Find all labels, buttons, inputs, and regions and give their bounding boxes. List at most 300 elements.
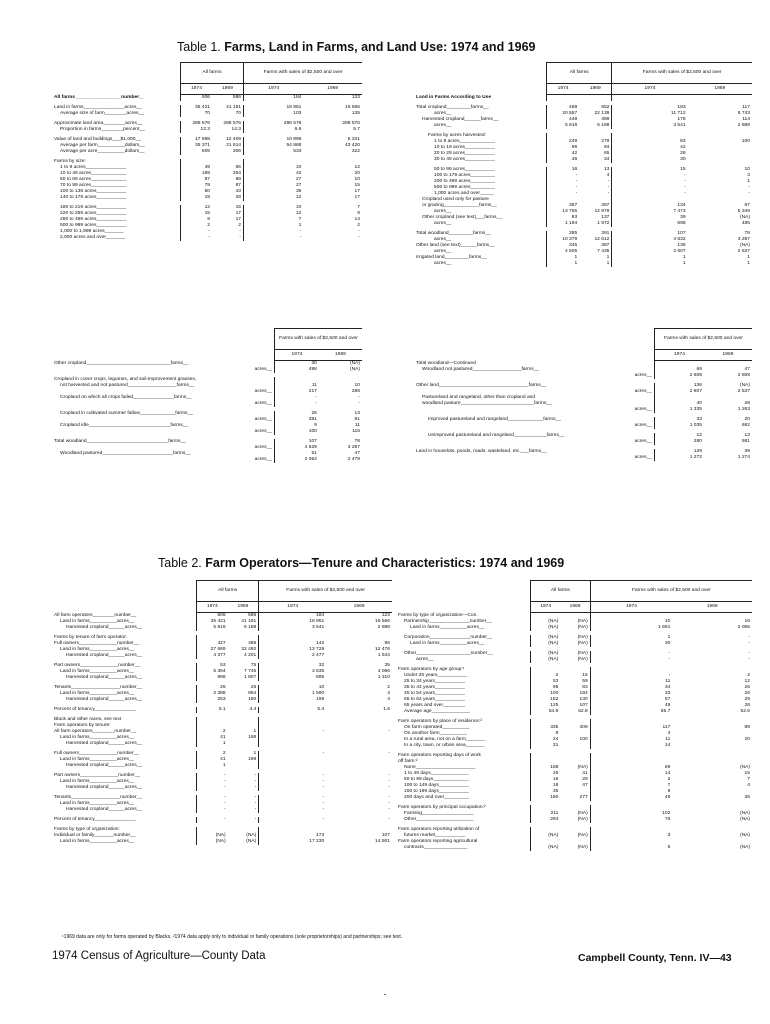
cell-value: 2 bbox=[197, 729, 228, 735]
row-label: Total woodland—Continued bbox=[416, 360, 476, 366]
row-label: acres__ bbox=[254, 457, 272, 462]
cell-value: 253 bbox=[197, 697, 228, 703]
cell-value: 14 bbox=[590, 771, 672, 777]
row-label: 1 to 49 days______________ bbox=[404, 770, 469, 776]
row-label: 140 to 179 acres___________ bbox=[60, 195, 127, 200]
cell-value: 391 bbox=[601, 230, 610, 236]
cell-value: - bbox=[259, 751, 326, 757]
row-label: Farm operators by age group:¹ bbox=[398, 666, 465, 672]
row-label: or grazing_____________farms__ bbox=[422, 202, 497, 208]
cell-value: 698 bbox=[612, 221, 688, 227]
cell-value: 28 bbox=[744, 702, 750, 708]
row-label: Land in Farms According to Use bbox=[416, 94, 492, 100]
row-label: 500 to 999 acres___________ bbox=[60, 223, 127, 228]
cell-value: 2 054 bbox=[275, 457, 319, 463]
cell-value: - bbox=[259, 773, 326, 779]
row-label: All farm operators________number__ bbox=[54, 729, 137, 734]
cell-value: - bbox=[612, 185, 688, 191]
cell-value: 468 bbox=[547, 105, 580, 111]
cell-value: 41 191 bbox=[226, 105, 242, 110]
cell-value: 2 537 bbox=[737, 388, 750, 394]
cell-value: 2 888 bbox=[377, 625, 390, 630]
cell-value: 123 bbox=[351, 95, 360, 100]
cell-value: 169 bbox=[259, 697, 326, 703]
cell-value: - bbox=[748, 184, 750, 190]
row-label: acres__ bbox=[254, 401, 272, 406]
cell-value: 87 bbox=[181, 177, 213, 183]
row-label: 1,000 to 1,999 acres_______ bbox=[60, 229, 124, 234]
cell-value: 30 bbox=[612, 157, 688, 163]
cell-value: 1 035 bbox=[655, 423, 704, 429]
cell-value: (NA) bbox=[739, 844, 750, 850]
cell-value: 15 bbox=[612, 167, 688, 173]
row-label: Improved pastureland and rangeland_____________farms__ bbox=[428, 416, 561, 422]
cell-value: 506 bbox=[181, 95, 213, 102]
cell-value: 173 bbox=[259, 833, 326, 839]
cell-value: 9 bbox=[275, 423, 319, 429]
cell-value: - bbox=[197, 773, 228, 779]
row-label: Percent of tenancy_______________ bbox=[54, 707, 136, 712]
cell-value: 7 bbox=[244, 217, 304, 223]
cell-value: 11 bbox=[590, 737, 672, 743]
cell-value: 117 bbox=[590, 725, 672, 731]
year-1969: 1969 bbox=[319, 350, 362, 361]
row-label: acres__ bbox=[434, 248, 452, 254]
row-label: All farm operators________number__ bbox=[54, 612, 137, 618]
table-row bbox=[396, 845, 752, 851]
row-label: Proportion in farms________percent__ bbox=[60, 127, 145, 132]
cell-value: - bbox=[244, 235, 304, 241]
cell-value: 6 188 bbox=[244, 625, 257, 630]
cell-value: (NA) bbox=[739, 816, 750, 822]
table1-title-main: Farms, Land in Farms, and Land Use: 1974 and 1969 bbox=[224, 40, 536, 54]
row-label: 70 to 99 acres_____________ bbox=[60, 183, 127, 188]
row-label: contracts________________ bbox=[404, 844, 468, 850]
cell-value: 69 bbox=[655, 367, 704, 373]
cell-value: 10 bbox=[590, 619, 672, 625]
hdr-farms-sales: Farms with sales of $2,500 and over bbox=[590, 581, 752, 602]
cell-value: - bbox=[748, 656, 750, 662]
row-label: Farming___________________ bbox=[404, 810, 474, 816]
cell-value: 107 bbox=[381, 833, 390, 838]
cell-value: - bbox=[239, 229, 242, 234]
cell-value: 14.3 bbox=[231, 127, 242, 132]
cell-value: (NA) bbox=[577, 810, 588, 816]
cell-value: 27 bbox=[244, 183, 304, 189]
cell-value: 408 bbox=[579, 724, 588, 730]
cell-value: 586 bbox=[232, 95, 242, 100]
table1-title-prefix: Table 1. bbox=[177, 40, 221, 54]
row-label: Harvested cropland______acres__ bbox=[66, 697, 143, 702]
cell-value: 12 bbox=[244, 211, 304, 217]
cell-value: - bbox=[547, 179, 580, 185]
cell-value: 16 bbox=[531, 777, 561, 783]
cell-value: 135 bbox=[351, 111, 360, 116]
cell-value: 41 191 bbox=[241, 619, 257, 624]
row-label: None______________________ bbox=[404, 764, 476, 770]
cell-value: 11 bbox=[354, 423, 360, 428]
cell-value: (NA) bbox=[577, 624, 588, 630]
cell-value: 280 bbox=[655, 439, 704, 445]
cell-value: 1 bbox=[197, 741, 228, 747]
cell-value: - bbox=[547, 173, 580, 179]
cell-value: 1 972 bbox=[597, 220, 610, 226]
row-label: acres__ bbox=[254, 445, 272, 450]
row-label: Tenants__________________number__ bbox=[54, 685, 143, 690]
row-label: Land in farms__________acres__ bbox=[60, 669, 135, 674]
cell-value: 28 bbox=[235, 195, 242, 200]
cell-value: 59 bbox=[582, 678, 588, 684]
cell-value: 10 bbox=[244, 205, 304, 211]
cell-value: 130 bbox=[579, 696, 588, 702]
cell-value: 17 bbox=[235, 217, 242, 222]
cell-value: 12 bbox=[354, 165, 360, 170]
row-label: Value of land and buildings___$1,000__ bbox=[54, 137, 141, 142]
cell-value: 17 bbox=[235, 211, 242, 216]
cell-value: 2 bbox=[197, 751, 228, 757]
cell-value: 4 066 bbox=[377, 669, 390, 674]
cell-value: 43 420 bbox=[345, 143, 360, 148]
cell-value: 20 bbox=[744, 416, 750, 422]
cell-value: 498 bbox=[275, 367, 319, 373]
cell-value: 18 951 bbox=[259, 619, 326, 625]
cell-value: 345 bbox=[547, 243, 580, 249]
cell-value: (NA) bbox=[739, 832, 750, 838]
year-1969: 1969 bbox=[326, 602, 392, 613]
cell-value: 2 065 bbox=[737, 624, 750, 630]
row-label: 65 years and over________ bbox=[404, 702, 465, 708]
cell-value: 1 bbox=[547, 261, 580, 267]
row-label: Harvested cropland______acres__ bbox=[66, 807, 143, 812]
row-label: Farm operators by principal occupation:² bbox=[398, 804, 486, 810]
table1-right bbox=[414, 62, 752, 267]
year-1969: 1969 bbox=[228, 602, 259, 613]
cell-value: 33 bbox=[655, 417, 704, 423]
row-label: not harvested and not pastured__________________farms__ bbox=[60, 383, 195, 388]
row-label: Land in farms__________acres__ bbox=[60, 647, 135, 652]
cell-value: 100 bbox=[531, 691, 561, 697]
cell-value: 14 bbox=[590, 743, 672, 749]
cell-value: 387 bbox=[601, 242, 610, 248]
cell-value: 103 bbox=[244, 111, 304, 117]
cell-value: (NA) bbox=[531, 625, 561, 631]
cell-value: - bbox=[197, 801, 228, 807]
cell-value: 2 bbox=[531, 673, 561, 679]
cell-value: 2 bbox=[238, 223, 242, 228]
table1-right-lower bbox=[414, 328, 752, 461]
cell-value: 15 bbox=[744, 770, 750, 776]
cell-value: 18 951 bbox=[244, 105, 304, 111]
cell-value: 7 bbox=[747, 776, 750, 782]
cell-value: (NA) bbox=[577, 618, 588, 624]
cell-value: 2 607 bbox=[655, 389, 704, 395]
cell-value: 83 bbox=[547, 215, 580, 221]
cell-value: - bbox=[748, 650, 750, 656]
cell-value: 32 492 bbox=[241, 647, 257, 652]
cell-value: 1 bbox=[197, 763, 228, 769]
cell-value: 4 bbox=[747, 782, 750, 788]
cell-value: 485 bbox=[741, 220, 750, 226]
cell-value: 11 bbox=[275, 383, 319, 389]
cell-value: 1 807 bbox=[244, 675, 257, 680]
cell-value: 2 607 bbox=[612, 249, 688, 255]
cell-value: 288 576 bbox=[244, 121, 304, 127]
cell-value: 65 bbox=[603, 150, 610, 156]
cell-value: 5 bbox=[590, 845, 672, 851]
row-label: Farm operators reporting days of work bbox=[398, 752, 481, 758]
cell-value: - bbox=[275, 395, 319, 401]
cell-value: 552 bbox=[601, 104, 610, 110]
cell-value: 5 341 bbox=[347, 137, 360, 142]
cell-value: - bbox=[197, 817, 228, 823]
cell-value: - bbox=[388, 785, 390, 790]
cell-value: 117 bbox=[742, 104, 750, 110]
scan-mark bbox=[384, 994, 386, 995]
cell-value: 47 bbox=[744, 366, 750, 372]
row-label: acres__ bbox=[634, 388, 652, 394]
cell-value: 49 bbox=[590, 703, 672, 709]
year-1974: 1974 bbox=[259, 602, 326, 613]
cell-value: 35 bbox=[744, 794, 750, 800]
row-label: 1,000 acres and over_____ bbox=[434, 190, 494, 196]
cell-value: 1 bbox=[244, 223, 304, 229]
cell-value: 2 bbox=[590, 777, 672, 783]
cell-value: 1 272 bbox=[655, 455, 704, 461]
cell-value: 7 435 bbox=[597, 248, 610, 254]
row-label: 45 to 54 years___________ bbox=[404, 690, 465, 696]
cell-value: - bbox=[275, 401, 319, 407]
cell-value: - bbox=[748, 640, 750, 646]
row-label: Land in farms__________acres__ bbox=[410, 624, 485, 630]
row-label: Other cropland (see text)___farms__ bbox=[422, 214, 502, 220]
row-label: acres__ bbox=[254, 417, 272, 422]
row-label: futures market___________ bbox=[404, 832, 466, 838]
row-label: Farm operators reporting agricultural bbox=[398, 838, 478, 844]
cell-value: - bbox=[547, 191, 580, 197]
cell-value: 178 bbox=[612, 117, 688, 123]
cell-value: 53 bbox=[531, 679, 561, 685]
row-label: Farm operators by tenure: bbox=[54, 723, 111, 728]
cell-value: 42 bbox=[547, 151, 580, 157]
row-label: acres__ bbox=[254, 367, 272, 372]
cell-value: (NA) bbox=[246, 833, 257, 838]
cell-value: 1 544 bbox=[377, 653, 390, 658]
cell-value: 142 bbox=[259, 641, 326, 647]
cell-value: 2 388 bbox=[197, 691, 228, 697]
row-label: acres__ bbox=[634, 422, 652, 428]
year-1969: 1969 bbox=[579, 84, 612, 95]
cell-value: 322 bbox=[351, 149, 360, 154]
cell-value: 7 bbox=[590, 783, 672, 789]
cell-value: 1 bbox=[547, 255, 580, 261]
table-row bbox=[52, 235, 362, 241]
row-label: Full owners______________number__ bbox=[54, 641, 140, 646]
row-label: Harvested cropland______acres__ bbox=[66, 741, 143, 746]
cell-value: 35 bbox=[384, 663, 390, 668]
cell-value: 16 bbox=[744, 618, 750, 624]
cell-value: 1 274 bbox=[737, 454, 750, 460]
cell-value: - bbox=[358, 235, 360, 240]
row-label: Irrigated land_________farms__ bbox=[416, 254, 487, 260]
cell-value: 14 501 bbox=[375, 839, 390, 844]
cell-value: 5.7 bbox=[353, 127, 360, 132]
row-label: Land in houselots, ponds, roads, wasteland, etc.___farms__ bbox=[416, 448, 547, 454]
row-label: 1 to 9 acres_______________ bbox=[60, 165, 127, 170]
cell-value: 2 bbox=[747, 672, 750, 678]
table-row bbox=[52, 457, 362, 463]
row-label: Cropland used only for pasture bbox=[422, 196, 489, 202]
row-label: Other land_________________________________farms__ bbox=[416, 382, 547, 388]
cell-value: 15 bbox=[235, 205, 242, 210]
cell-value: 2 bbox=[357, 223, 360, 228]
cell-value: 2 477 bbox=[259, 653, 326, 659]
cell-value: 78 bbox=[744, 230, 750, 236]
year-1969: 1969 bbox=[560, 602, 590, 613]
row-label: acres__ bbox=[634, 438, 652, 444]
row-label: 100 to 139 acres___________ bbox=[60, 189, 127, 194]
cell-value: 7 745 bbox=[244, 669, 257, 674]
cell-value: 96 bbox=[547, 145, 580, 151]
row-label: 50 to 69 acres_____________ bbox=[60, 177, 127, 182]
cell-value: 1 bbox=[747, 254, 750, 260]
year-1969: 1969 bbox=[672, 602, 752, 613]
cell-value: 695 bbox=[259, 675, 326, 681]
row-label: Woodland pastured__________________________farms__ bbox=[60, 451, 191, 456]
year-1974: 1974 bbox=[655, 350, 704, 361]
cell-value: 249 bbox=[547, 139, 580, 145]
cell-value: - bbox=[590, 657, 672, 663]
row-label: Black and other races, see text bbox=[54, 717, 122, 722]
cell-value: 10 bbox=[259, 685, 326, 691]
row-label: 200 to 499 acres_________ bbox=[434, 178, 495, 184]
row-label: Other land (see text)______farms__ bbox=[416, 242, 495, 248]
cell-value: - bbox=[590, 673, 672, 679]
row-label: acres__ bbox=[434, 110, 452, 116]
footer-right: Campbell County, Tenn. IV—43 bbox=[578, 952, 732, 964]
row-label: Land in farms__________acres__ bbox=[60, 839, 135, 844]
row-label: Part owners______________number__ bbox=[54, 663, 141, 668]
cell-value: 100 bbox=[275, 429, 319, 435]
cell-value: 107 bbox=[612, 231, 688, 237]
row-label: acres__ bbox=[434, 220, 452, 226]
cell-value: - bbox=[388, 773, 390, 778]
cell-value: 12 612 bbox=[594, 236, 610, 242]
cell-value: 211 bbox=[531, 811, 561, 817]
cell-value: 4 632 bbox=[612, 237, 688, 243]
cell-value: 7 473 bbox=[612, 209, 688, 215]
cell-value: 10 896 bbox=[244, 137, 304, 143]
cell-value: 5 349 bbox=[737, 208, 750, 214]
cell-value: 134 bbox=[612, 203, 688, 209]
row-label: acres__ bbox=[634, 406, 652, 412]
cell-value: 13 755 bbox=[547, 209, 580, 215]
table2-title-main: Farm Operators—Tenure and Characteristics: 1974 and 1969 bbox=[205, 556, 565, 570]
cell-value: 28 bbox=[744, 400, 750, 406]
cell-value: 381 bbox=[275, 417, 319, 423]
row-label: Land in farms__________acres__ bbox=[60, 735, 135, 740]
cell-value: 17 898 bbox=[181, 137, 213, 143]
cell-value: - bbox=[259, 729, 326, 735]
cell-value: 954 bbox=[248, 691, 257, 696]
footer-left: 1974 Census of Agriculture—County Data bbox=[52, 950, 266, 962]
cell-value: 52.6 bbox=[740, 708, 750, 714]
cell-value: 47 bbox=[582, 782, 588, 788]
row-label: Average size of farm________acres__ bbox=[60, 111, 144, 116]
cell-value: 26 bbox=[197, 685, 228, 691]
cell-value: (NA) bbox=[577, 844, 588, 850]
row-label: Average per farm__________dollars__ bbox=[60, 143, 145, 148]
cell-value: (NA) bbox=[577, 650, 588, 656]
row-label: Other cropland_______________________________farms__ bbox=[54, 360, 189, 366]
cell-value: - bbox=[612, 179, 688, 185]
cell-value: 76 bbox=[590, 817, 672, 823]
cell-value: 4 201 bbox=[244, 653, 257, 658]
cell-value: 3 541 bbox=[612, 123, 688, 129]
row-label: Farms by type of organization—Con. bbox=[398, 612, 478, 618]
cell-value: 3 bbox=[747, 172, 750, 178]
cell-value: 1 bbox=[747, 178, 750, 184]
cell-value: 51 bbox=[275, 451, 319, 457]
cell-value: 27 669 bbox=[197, 647, 228, 653]
cell-value: 1 bbox=[253, 729, 257, 734]
cell-value: 5.1 bbox=[197, 707, 228, 713]
cell-value: 16 bbox=[547, 167, 580, 173]
cell-value: 10 bbox=[744, 166, 750, 172]
cell-value: 35 421 bbox=[181, 105, 213, 111]
row-label: 2,000 acres and over_______ bbox=[60, 235, 125, 240]
cell-value: 13 728 bbox=[259, 647, 326, 653]
cell-value: 16 566 bbox=[375, 619, 390, 624]
cell-value: (NA) bbox=[531, 657, 561, 663]
row-label: acres__ bbox=[434, 236, 452, 242]
table2-title bbox=[158, 556, 564, 570]
cell-value: 33 bbox=[590, 691, 672, 697]
table-row bbox=[52, 839, 392, 845]
cell-value: 20 557 bbox=[547, 111, 580, 117]
cell-value: 5.4 bbox=[259, 707, 326, 713]
cell-value: 46 bbox=[547, 157, 580, 163]
cell-value: 5 618 bbox=[547, 123, 580, 129]
cell-value: 3 287 bbox=[737, 236, 750, 242]
cell-value: 288 576 bbox=[223, 121, 242, 126]
cell-value: - bbox=[254, 785, 257, 790]
cell-value: 26 bbox=[250, 685, 257, 690]
cell-value: (NA) bbox=[349, 367, 360, 372]
cell-value: (NA) bbox=[577, 764, 588, 770]
row-label: Total woodland_________farms__ bbox=[416, 230, 491, 236]
cell-value: - bbox=[254, 779, 257, 784]
hdr-farms-sales: Farms with sales of $2,500 and over bbox=[612, 63, 752, 84]
cell-value: 137 bbox=[601, 214, 610, 220]
row-label: acres__ bbox=[634, 372, 652, 378]
row-label: 500 to 999 acres_________ bbox=[434, 184, 495, 190]
cell-value: 4 bbox=[590, 731, 672, 737]
cell-value: 57 bbox=[590, 697, 672, 703]
cell-value: 136 bbox=[655, 383, 704, 389]
row-label: 260 to 499 acres___________ bbox=[60, 217, 127, 222]
cell-value: 16 566 bbox=[345, 105, 360, 110]
cell-value: 50 bbox=[181, 189, 213, 195]
cell-value: 10 bbox=[354, 177, 360, 182]
cell-value: 1 bbox=[590, 635, 672, 641]
cell-value: 30 bbox=[590, 641, 672, 647]
row-label: On another farm__________ bbox=[404, 730, 467, 736]
cell-value: - bbox=[259, 817, 326, 823]
cell-value: 35 bbox=[531, 789, 561, 795]
row-label: acres__ bbox=[254, 389, 272, 394]
cell-value: 13 bbox=[354, 411, 360, 416]
cell-value: 505 bbox=[181, 149, 213, 155]
